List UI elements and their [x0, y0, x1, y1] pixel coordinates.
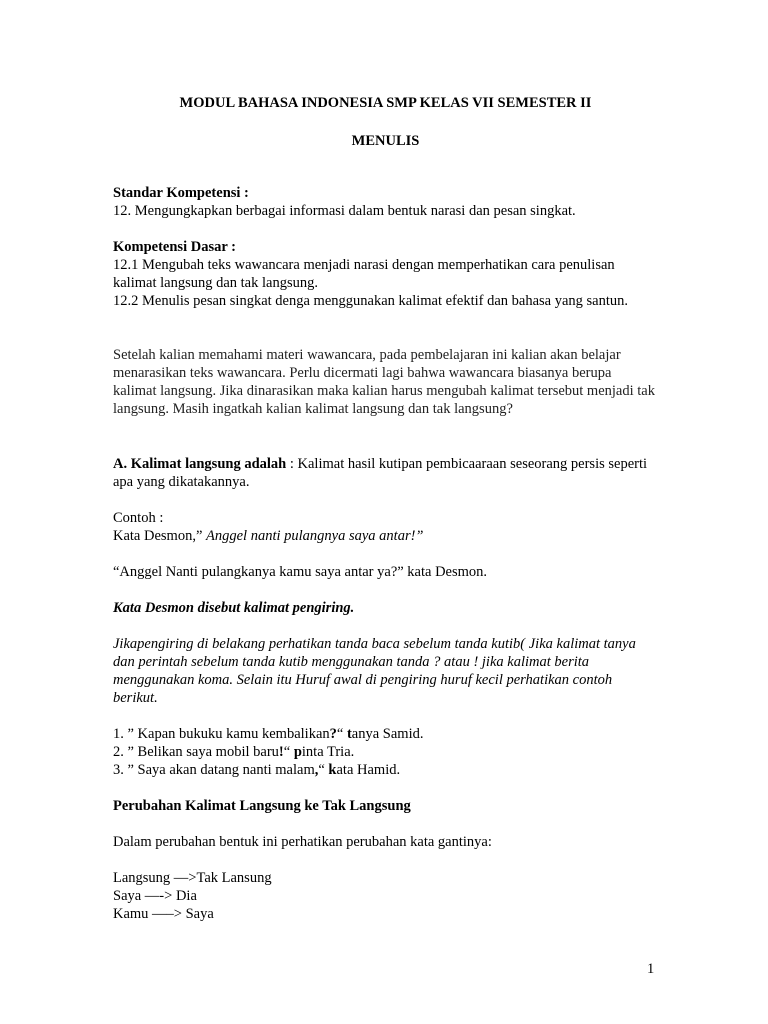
document-page: [113, 94, 658, 923]
standar-heading: Standar Kompetensi :: [113, 185, 249, 201]
list-item: Kamu —–> Saya: [113, 906, 214, 922]
list-item: 1. ” Kapan bukuku kamu kembalikan?“ tanya Samid.: [113, 726, 424, 742]
kompetensi-dasar-section: [113, 238, 658, 310]
contoh-line-1-prefix: Kata Desmon,”: [113, 528, 207, 544]
list-item: Langsung —>Tak Lansung: [113, 870, 272, 886]
section-a-paragraph: [113, 455, 658, 491]
pengiring-rule-text: Jikapengiring di belakang perhatikan tanda baca sebelum tanda kutib( Jika kalimat tanya dan perintah sebelum tanda kutib menggunakan tanda ? atau ! jika kalimat berita menggunakan koma. Selain itu Huruf awal di pengiring huruf kecil perhatikan contoh berikut.: [113, 636, 636, 706]
contoh-section: [113, 509, 658, 545]
pengiring-rule: [113, 635, 658, 707]
examples-list: [113, 725, 658, 779]
section-a-label: A. Kalimat langsung adalah: [113, 456, 287, 472]
contoh-line-1-quote: Anggel nanti pulangnya saya antar!”: [206, 528, 424, 544]
kata-ganti-list: [113, 869, 658, 923]
contoh-line-2: “Anggel Nanti pulangkanya kamu saya antar ya?” kata Desmon.: [113, 564, 488, 580]
document-title: MODUL BAHASA INDONESIA SMP KELAS VII SEMESTER II: [179, 95, 592, 111]
contoh-line-1: [113, 527, 658, 545]
list-item: Saya —-> Dia: [113, 888, 197, 904]
kompetensi-heading: Kompetensi Dasar :: [113, 239, 236, 255]
perubahan-text: Dalam perubahan bentuk ini perhatikan perubahan kata gantinya:: [113, 834, 492, 850]
pengiring-note-text: Kata Desmon disebut kalimat pengiring.: [113, 600, 355, 616]
standar-text: 12. Mengungkapkan berbagai informasi dalam bentuk narasi dan pesan singkat.: [113, 203, 576, 219]
perubahan-heading: Perubahan Kalimat Langsung ke Tak Langsung: [113, 798, 411, 814]
intro-paragraph: Setelah kalian memahami materi wawancara, pada pembelajaran ini kalian akan belajar menarasikan teks wawancara. Perlu dicermati lagi bahwa wawancara biasanya berupa kalimat langsung. Jika dinarasikan maka kalian harus mengubah kalimat tersebut menjadi tak langsung. Masih ingatkah kalian kalimat langsung dan tak langsung?: [113, 347, 655, 417]
contoh-label: Contoh :: [113, 510, 164, 526]
kompetensi-item-2: 12.2 Menulis pesan singkat denga menggunakan kalimat efektif dan bahasa yang santun.: [113, 293, 629, 309]
section-a-definition: : Kalimat hasil kutipan pembicaaraan seseorang persis seperti apa yang dikatakannya.: [113, 456, 648, 490]
list-item: 3. ” Saya akan datang nanti malam,“ kata Hamid.: [113, 762, 401, 778]
document-subtitle: MENULIS: [351, 133, 420, 149]
list-item: 2. ” Belikan saya mobil baru!“ pinta Tria.: [113, 744, 355, 760]
pengiring-note: [113, 599, 658, 617]
kompetensi-item-1: 12.1 Mengubah teks wawancara menjadi narasi dengan memperhatikan cara penulisan kalimat langsung dan tak langsung.: [113, 257, 615, 291]
page-number: 1: [647, 961, 655, 977]
standar-kompetensi-section: [113, 184, 658, 220]
